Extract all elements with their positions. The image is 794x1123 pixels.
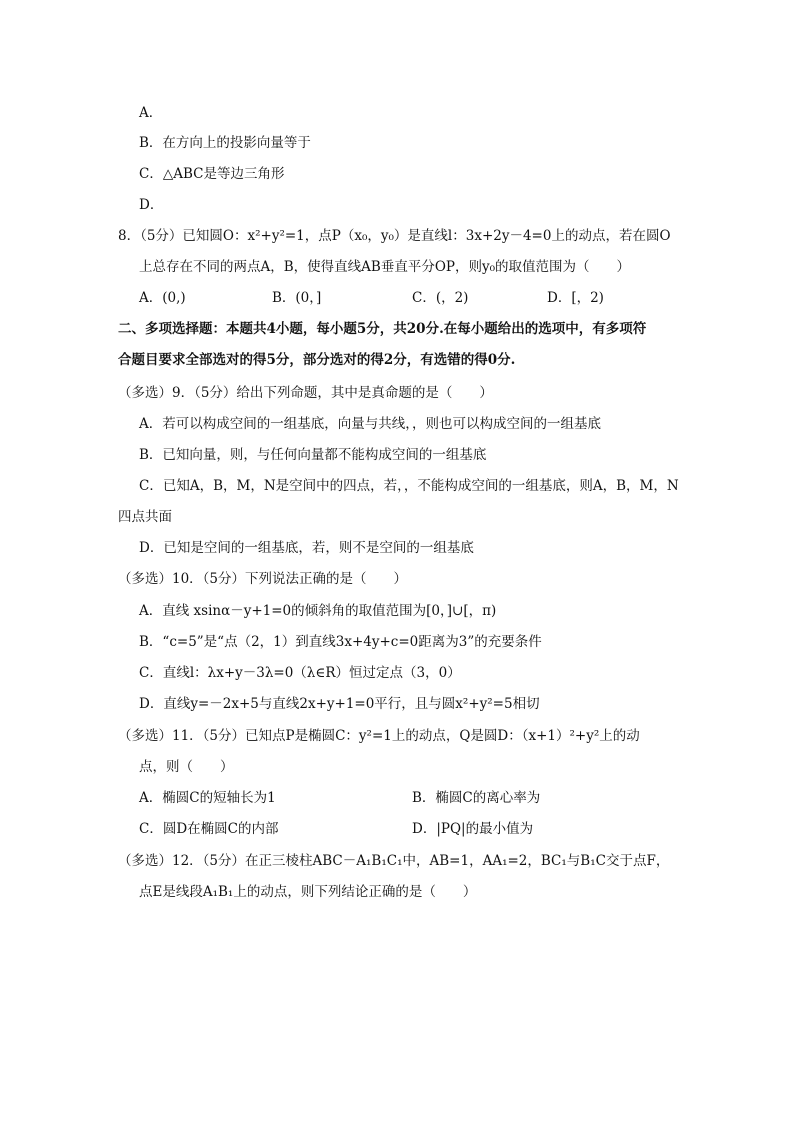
q11-option-b: B．椭圆C的离心率为 (412, 790, 541, 806)
q9-option-b: B．已知向量，则，与任何向量都不能构成空间的一组基底 (139, 447, 487, 463)
q8-option-b: B．(0，] (272, 290, 322, 306)
q7-option-b: B．在方向上的投影向量等于 (139, 135, 311, 151)
q12-stem-line1: （多选）12．（5分）在正三棱柱ABC－A₁B₁C₁中，AB=1，AA₁=2，BC₁与B₁C交于点F， (118, 853, 670, 869)
q8-option-c: C．(，2) (412, 290, 469, 306)
q9-option-d: D．已知是空间的一组基底，若，则不是空间的一组基底 (139, 540, 474, 556)
q7-option-d: D． (139, 197, 164, 213)
section2-heading-line2: 合题目要求全部选对的得5分，部分选对的得2分，有选错的得0分. (118, 352, 516, 368)
q9-stem: （多选）9．（5分）给出下列命题，其中是真命题的是（ ） (118, 385, 493, 401)
section2-heading-line1: 二、多项选择题：本题共4小题，每小题5分，共20分.在每小题给出的选项中，有多项符 (118, 321, 647, 337)
q7-option-a: A． (139, 105, 163, 121)
q8-option-a: A．(0,) (139, 290, 186, 306)
q10-stem: （多选）10．（5分）下列说法正确的是（ ） (118, 571, 408, 587)
q12-stem-line2: 点E是线段A₁B₁上的动点，则下列结论正确的是（ ） (139, 884, 477, 900)
q11-option-d: D．|PQ|的最小值为 (412, 821, 534, 837)
q9-option-c-line1: C．已知A，B，M，N是空间中的四点，若，，不能构成空间的一组基底，则A，B，M，N (139, 478, 679, 494)
q10-option-d: D．直线y=－2x+5与直线2x+y+1=0平行，且与圆x²+y²=5相切 (139, 696, 540, 712)
q10-option-a: A．直线 xsinα－y+1=0的倾斜角的取值范围为[0，]∪[，π) (139, 603, 497, 619)
q8-stem-line1: 8．（5分）已知圆O：x²+y²=1，点P（x₀，y₀）是直线l：3x+2y－4=0上的动点，若在圆O (118, 228, 671, 244)
q9-option-c-line2: 四点共面 (118, 509, 172, 525)
q8-stem-line2: 上总存在不同的两点A，B，使得直线AB垂直平分OP，则y₀的取值范围为（ ） (139, 259, 631, 275)
q8-option-d: D．[，2) (547, 290, 604, 306)
q10-option-b: B．“c=5”是“点（2，1）到直线3x+4y+c=0距离为3”的充要条件 (139, 634, 542, 650)
q11-option-c: C．圆D在椭圆C的内部 (139, 821, 279, 837)
q11-option-a: A．椭圆C的短轴长为1 (139, 790, 276, 806)
q11-stem-line2: 点，则（ ） (139, 759, 234, 775)
q7-option-c: C．△ABC是等边三角形 (139, 166, 285, 182)
q10-option-c: C．直线l：λx+y－3λ=0（λ∈R）恒过定点（3，0） (139, 665, 461, 681)
q11-stem-line1: （多选）11．（5分）已知点P是椭圆C：y²=1上的动点，Q是圆D：（x+1）²+y²上的动 (118, 728, 640, 744)
q9-option-a: A．若可以构成空间的一组基底，向量与共线，，则也可以构成空间的一组基底 (139, 416, 601, 432)
